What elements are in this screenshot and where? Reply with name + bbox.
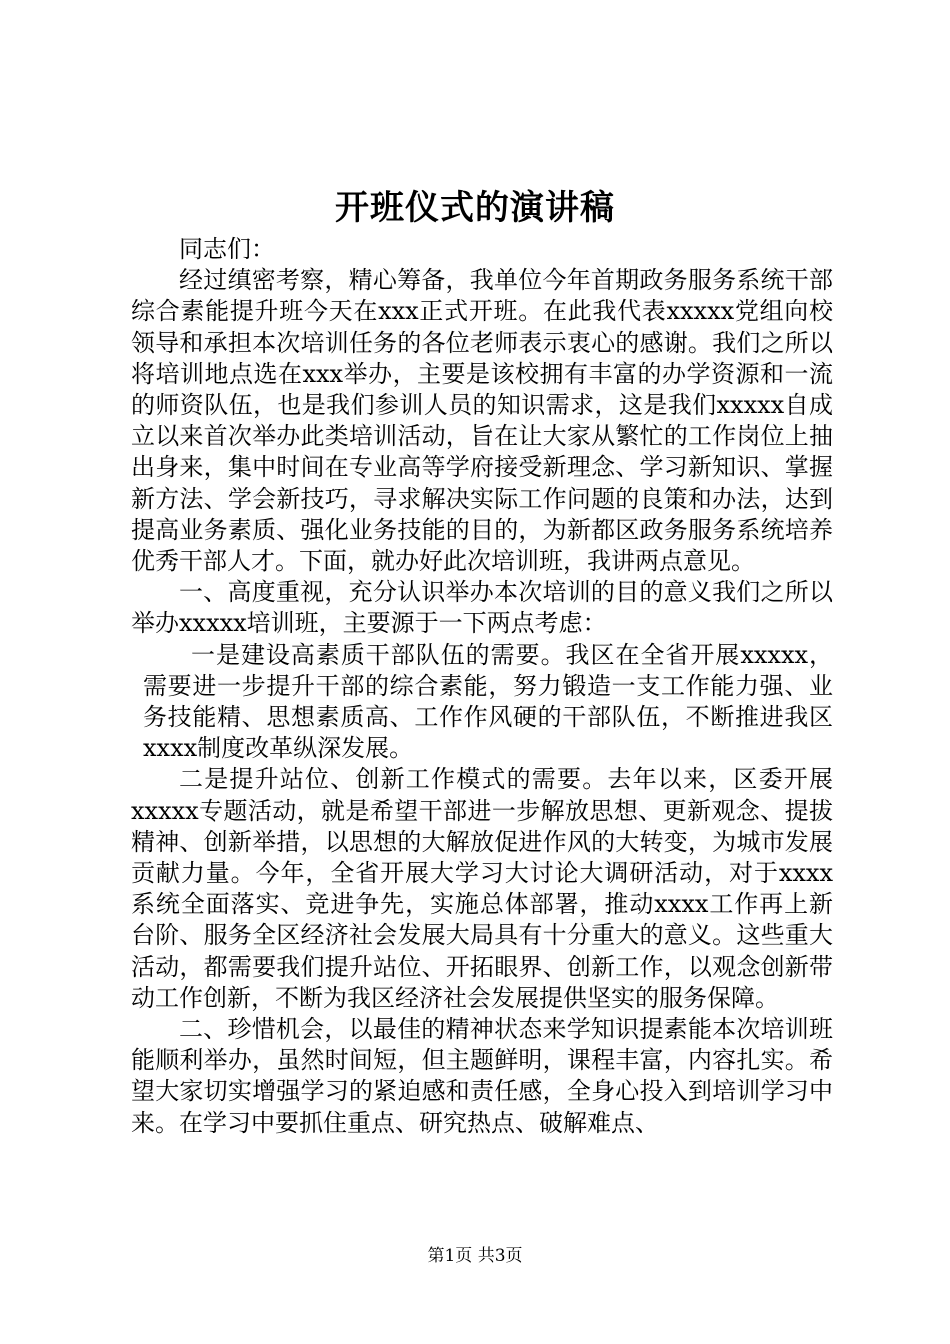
paragraph: 二是提升站位、创新工作模式的需要。去年以来，区委开展xxxxx专题活动，就是希望干部进一步解放思想、更新观念、提拔精神、创新举措，以思想的大解放促进作风的大转变，为城市发展贡献力量。今年，全省开展大学习大讨论大调研活动，对于xxxx系统全面落实、竞进争先，实施总体部署，推动xxxx工作再上新台阶、服务全区经济社会发展大局具有十分重大的意义。这些重大活动，都需要我们提升站位、开拓眼界、创新工作，以观念创新带动工作创新，不断为我区经济社会发展提供坚实的服务保障。 (131, 765, 833, 1012)
page-number: 第1页 共3页 (427, 1246, 523, 1266)
salutation: 同志们： (179, 235, 275, 263)
page-title: 开班仪式的演讲稿 (335, 188, 615, 228)
paragraph: 一、高度重视，充分认识举办本次培训的目的意义我们之所以举办xxxxx培训班，主要源于一下两点考虑： (131, 578, 833, 638)
paragraph: 二、珍惜机会，以最佳的精神状态来学知识提素能本次培训班能顺利举办，虽然时间短，但主题鲜明，课程丰富，内容扎实。希望大家切实增强学习的紧迫感和责任感，全身心投入到培训学习中来。在学习中要抓住重点、研究热点、破解难点、 (131, 1015, 833, 1137)
paragraph: 一是建设高素质干部队伍的需要。我区在全省开展xxxxx，需要进一步提升干部的综合素能，努力锻造一支工作能力强、业务技能精、思想素质高、工作作风硬的干部队伍，不断推进我区xxxx制度改革纵深发展。 (143, 640, 833, 763)
paragraph: 经过缜密考察，精心筹备，我单位今年首期政务服务系统干部综合素能提升班今天在xxx正式开班。在此我代表xxxxx党组向校领导和承担本次培训任务的各位老师表示衷心的感谢。我们之所以将培训地点选在xxx举办，主要是该校拥有丰富的办学资源和一流的师资队伍，也是我们参训人员的知识需求，这是我们xxxxx自成立以来首次举办此类培训活动，旨在让大家从繁忙的工作岗位上抽出身来，集中时间在专业高等学府接受新理念、学习新知识、掌握新方法、学会新技巧，寻求解决实际工作问题的良策和办法，达到提高业务素质、强化业务技能的目的，为新都区政务服务系统培养优秀干部人才。下面，就办好此次培训班，我讲两点意见。 (131, 266, 833, 576)
document-body (131, 234, 833, 1139)
